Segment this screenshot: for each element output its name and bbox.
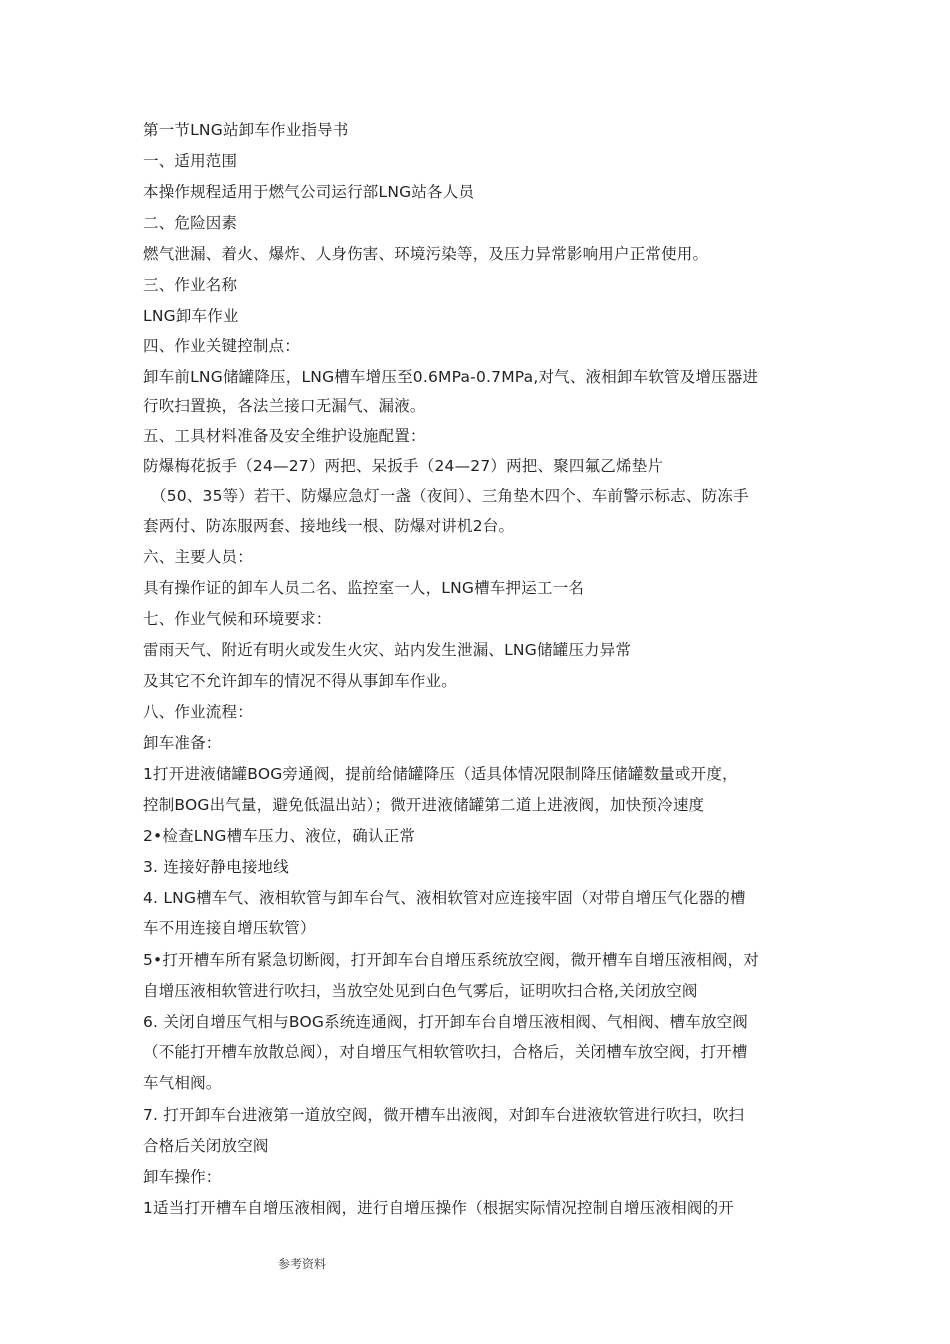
document-title: 第一节LNG站卸车作业指导书 (143, 121, 349, 139)
section-heading: 六、主要人员： (143, 548, 253, 566)
paragraph-line: 燃气泄漏、着火、爆炸、人身伤害、环境污染等，及压力异常影响用户正常使用。 (143, 245, 709, 263)
paragraph-line: 合格后关闭放空阀 (143, 1137, 269, 1155)
section-heading: 四、作业关键控制点： (143, 337, 301, 355)
paragraph-line: 行吹扫置换，各法兰接口无漏气、漏液。 (143, 397, 426, 415)
section-heading: 五、工具材料准备及安全维护设施配置： (143, 427, 426, 445)
section-heading: 三、作业名称 (143, 276, 238, 294)
subsection-heading: 卸车准备： (143, 734, 222, 752)
paragraph-line: 套两付、防冻服两套、接地线一根、防爆对讲机2台。 (143, 517, 515, 535)
paragraph-line: 1打开进液储罐BOG旁通阀，提前给储罐降压（适具体情况限制降压储罐数量或开度， (143, 765, 738, 783)
paragraph-line: 防爆梅花扳手（24—27）两把、呆扳手（24—27）两把、聚四氟乙烯垫片 (143, 457, 664, 475)
paragraph-line: 4. LNG槽车气、液相软管与卸车台气、液相软管对应连接牢固（对带自增压气化器的槽 (143, 889, 746, 907)
subsection-heading: 卸车操作： (143, 1168, 222, 1186)
paragraph-line: 卸车前LNG储罐降压，LNG槽车增压至0.6MPa-0.7MPa,对气、液相卸车软管及增压器进 (143, 368, 759, 386)
section-heading: 八、作业流程： (143, 703, 253, 721)
paragraph-line: 2•检查LNG槽车压力、液位，确认正常 (143, 827, 416, 845)
paragraph-line: 雷雨天气、附近有明火或发生火灾、站内发生泄漏、LNG储罐压力异常 (143, 641, 632, 659)
paragraph-line: 本操作规程适用于燃气公司运行部LNG站各人员 (143, 183, 475, 201)
paragraph-line: 5•打开槽车所有紧急切断阀，打开卸车台自增压系统放空阀，微开槽车自增压液相阀，对 (143, 951, 760, 969)
page-footer: 参考资料 (278, 1257, 327, 1271)
paragraph-line: 6. 关闭自增压气相与BOG系统连通阀，打开卸车台自增压液相阀、气相阀、槽车放空阀 (143, 1013, 748, 1031)
paragraph-line: 具有操作证的卸车人员二名、监控室一人，LNG槽车押运工一名 (143, 579, 585, 597)
paragraph-line: 自增压液相软管进行吹扫，当放空处见到白色气雾后，证明吹扫合格,关闭放空阀 (143, 982, 698, 1000)
paragraph-line: （50、35等）若干、防爆应急灯一盏（夜间）、三角垫木四个、车前警示标志、防冻手 (151, 487, 749, 505)
section-heading: 七、作业气候和环境要求： (143, 610, 332, 628)
paragraph-line: LNG卸车作业 (143, 307, 239, 325)
paragraph-line: 控制BOG出气量，避免低温出站）；微开进液储罐第二道上进液阀，加快预冷速度 (143, 796, 705, 814)
paragraph-line: 3. 连接好静电接地线 (143, 858, 289, 876)
paragraph-line: 及其它不允许卸车的情况不得从事卸车作业。 (143, 672, 458, 690)
paragraph-line: 车不用连接自增压软管） (143, 919, 316, 937)
paragraph-line: 7. 打开卸车台进液第一道放空阀，微开槽车出液阀，对卸车台进液软管进行吹扫，吹扫 (143, 1106, 745, 1124)
paragraph-line: 1适当打开槽车自增压液相阀，进行自增压操作（根据实际情况控制自增压液相阀的开 (143, 1199, 734, 1217)
paragraph-line: 车气相阀。 (143, 1074, 222, 1092)
section-heading: 一、适用范围 (143, 152, 238, 170)
section-heading: 二、危险因素 (143, 214, 238, 232)
paragraph-line: （不能打开槽车放散总阀），对自增压气相软管吹扫，合格后，关闭槽车放空阀，打开槽 (143, 1043, 748, 1061)
